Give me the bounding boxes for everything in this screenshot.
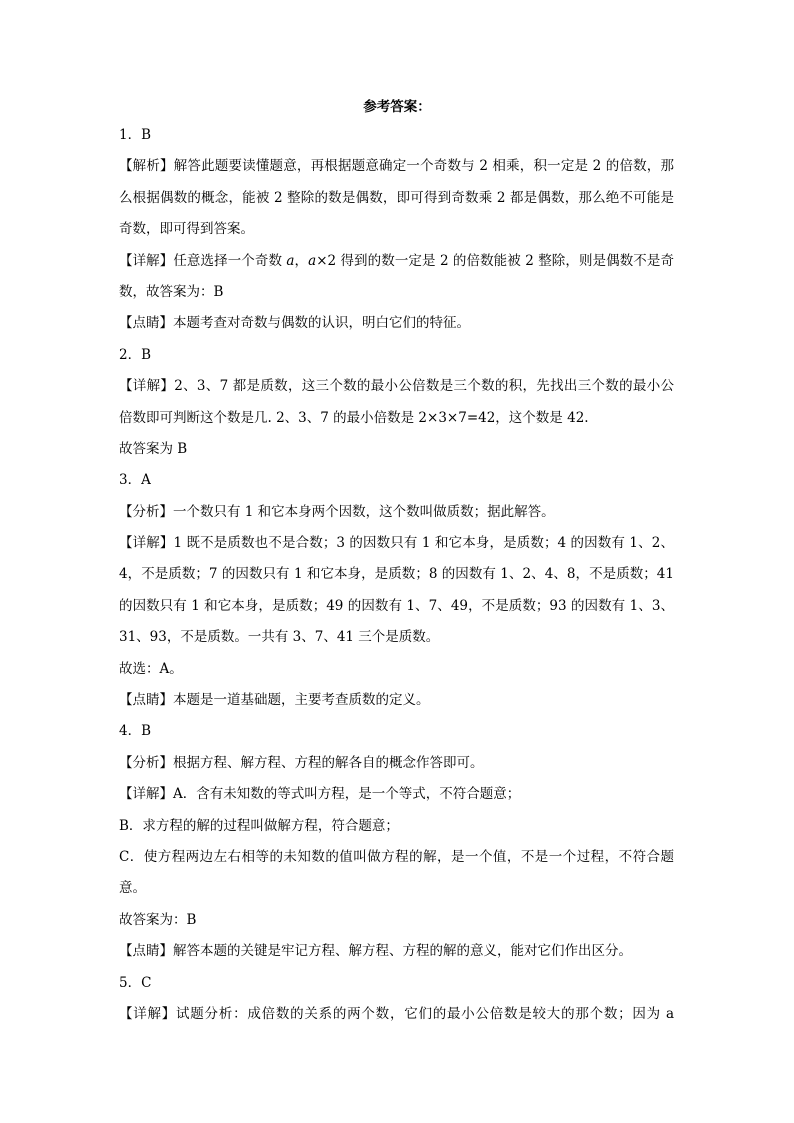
text-line: 【解析】解答此题要读懂题意，再根据题意确定一个奇数与 2 相乘，积一定是 2 的倍数，那 (119, 158, 674, 175)
text-line: 故答案为 B (119, 440, 188, 457)
text-line: 【分析】根据方程、解方程、方程的解各自的概念作答即可。 (119, 754, 484, 771)
answer-content (119, 120, 674, 1030)
text-line: 么根据偶数的概念，能被 2 整除的数是偶数，即可得到奇数乘 2 都是偶数，那么绝不可能是 (119, 189, 674, 206)
text-line: 【点睛】解答本题的关键是牢记方程、解方程、方程的解的意义，能对它们作出区分。 (119, 943, 632, 960)
text-line: 倍数即可判断这个数是几. 2、3、7 的最小倍数是 2×3×7=42，这个数是 42. (119, 409, 589, 426)
page-title: 参考答案： (363, 99, 431, 115)
text-line: 1．B (119, 127, 152, 143)
text-line: 【详解】试题分析：成倍数的关系的两个数，它们的最小公倍数是较大的那个数；因为 a (119, 1005, 674, 1022)
text-line: 奇数，即可得到答案。 (119, 221, 254, 238)
text-line: 的因数只有 1 和它本身，是质数；49 的因数有 1、7、49，不是质数；93 的因数有 1、3、 (119, 597, 674, 614)
text-line: 故选：A。 (119, 660, 183, 677)
text-line: 【点睛】本题考查对奇数与偶数的认识，明白它们的特征。 (119, 315, 470, 332)
text-line: 4，不是质数；7 的因数只有 1 和它本身，是质数；8 的因数有 1、2、4、8，不是质数；41 (119, 566, 674, 583)
text-line: 5．C (119, 974, 152, 991)
text-line: 【点睛】本题是一道基础题，主要考查质数的定义。 (119, 692, 430, 709)
text-line: 【详解】A．含有未知数的等式叫方程，是一个等式，不符合题意； (119, 786, 521, 803)
text-line: C．使方程两边左右相等的未知数的值叫做方程的解，是一个值，不是一个过程，不符合题 (119, 848, 674, 865)
text-line: B．求方程的解的过程叫做解方程，符合题意； (119, 817, 399, 834)
text-line: 【详解】任意选择一个奇数 𝑎，𝑎×2 得到的数一定是 2 的倍数能被 2 整除，则是偶数不是奇 (119, 252, 674, 269)
text-line: 2．B (119, 346, 152, 363)
text-line: 【分析】一个数只有 1 和它本身两个因数，这个数叫做质数；据此解答。 (119, 503, 555, 520)
text-line: 故答案为：B (119, 911, 197, 928)
text-line: 【详解】2、3、7 都是质数，这三个数的最小公倍数是三个数的积，先找出三个数的最小公 (119, 378, 674, 395)
text-line: 3．A (119, 472, 151, 489)
text-line: 4．B (119, 723, 152, 740)
text-line: 31、93，不是质数。一共有 3、7、41 三个是质数。 (119, 629, 440, 646)
text-line: 数，故答案为：B (119, 283, 224, 300)
text-line: 【详解】1 既不是质数也不是合数；3 的因数只有 1 和它本身，是质数；4 的因数有 1、2、 (119, 535, 674, 552)
text-line: 意。 (119, 880, 146, 897)
